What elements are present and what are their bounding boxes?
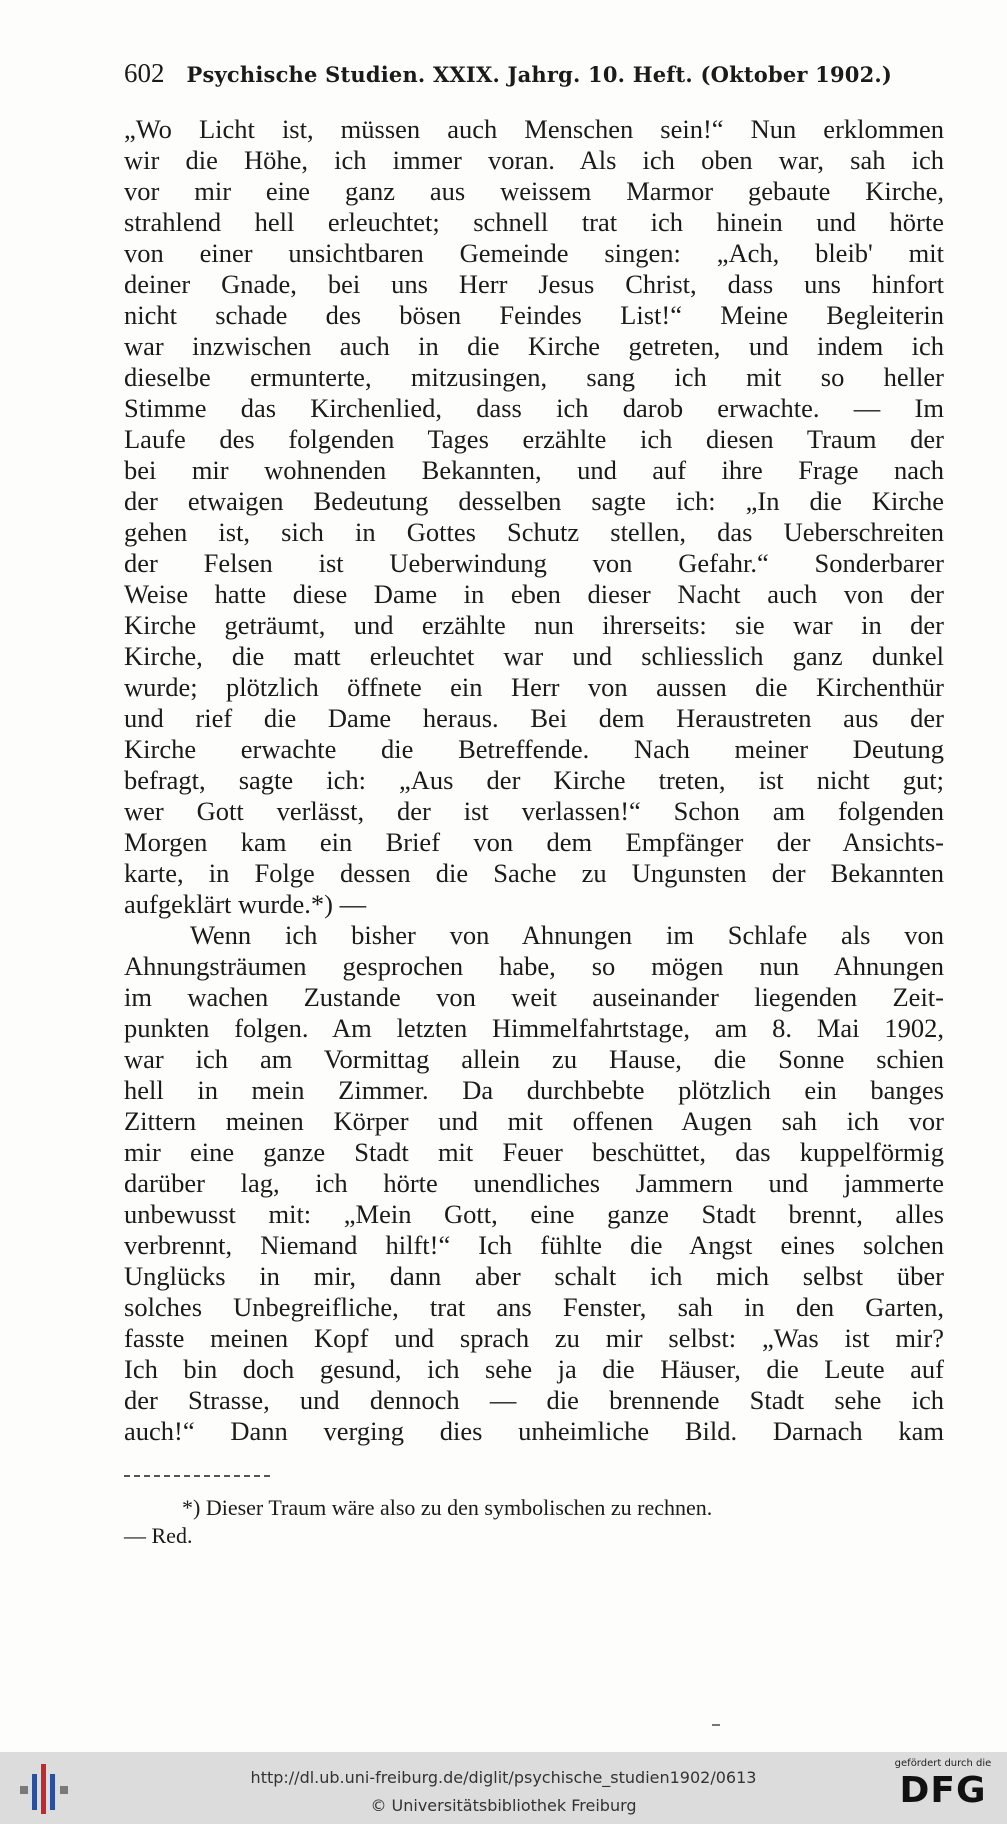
text-line: Ich bin doch gesund, ich sehe ja die Häuser, die Leute auf xyxy=(124,1354,944,1384)
text-line: nicht schade des bösen Feindes List!“ Meine Begleiterin xyxy=(124,300,944,330)
text-line: der etwaigen Bedeutung desselben sagte ich: „In die Kirche xyxy=(124,486,944,516)
text-line: solches Unbegreifliche, trat ans Fenster, sah in den Garten, xyxy=(124,1292,944,1322)
text-line: von einer unsichtbaren Gemeinde singen: „Ach, bleib' mit xyxy=(124,238,944,268)
text-line: vor mir eine ganz aus weissem Marmor gebaute Kirche, xyxy=(124,176,944,206)
text-line: wer Gott verlässt, der ist verlassen!“ Schon am folgenden xyxy=(124,796,944,826)
funding-caption: gefördert durch die xyxy=(894,1758,992,1769)
text-line: wurde; plötzlich öffnete ein Herr von aussen die Kirchenthür xyxy=(124,672,944,702)
footnote-line: — Red. xyxy=(124,1523,193,1548)
text-line: verbrennt, Niemand hilft!“ Ich fühlte die Angst eines solchen xyxy=(124,1230,944,1260)
text-line: darüber lag, ich hörte unendliches Jammern und jammerte xyxy=(124,1168,944,1198)
text-line: der Strasse, und dennoch — die brennende Stadt sehe ich xyxy=(124,1385,944,1415)
text-line: wir die Höhe, ich immer voran. Als ich oben war, sah ich xyxy=(124,145,944,175)
text-line: fasste meinen Kopf und sprach zu mir selbst: „Was ist mir? xyxy=(124,1323,944,1353)
text-line: karte, in Folge dessen die Sache zu Ungunsten der Bekannten xyxy=(124,858,944,888)
text-line: deiner Gnade, bei uns Herr Jesus Christ, dass uns hinfort xyxy=(124,269,944,299)
text-line: Unglücks in mir, dann aber schalt ich mich selbst über xyxy=(124,1261,944,1291)
text-line: „Wo Licht ist, müssen auch Menschen sein!“ Nun erklommen xyxy=(124,114,944,144)
text-line: Kirche, die matt erleuchtet war und schliesslich ganz dunkel xyxy=(124,641,944,671)
text-line: Morgen kam ein Brief von dem Empfänger der Ansichts- xyxy=(124,827,944,857)
permalink[interactable]: http://dl.ub.uni-freiburg.de/diglit/psychische_studien1902/0613 xyxy=(250,1768,757,1787)
viewer-footer xyxy=(0,1752,1007,1824)
copyright-notice: © Universitätsbibliothek Freiburg xyxy=(370,1796,637,1815)
running-header xyxy=(124,58,934,94)
text-line: war inzwischen auch in die Kirche getreten, und indem ich xyxy=(124,331,944,361)
text-line: strahlend hell erleuchtet; schnell trat ich hinein und hörte xyxy=(124,207,944,237)
footnote-line: *) Dieser Traum wäre also zu den symbolischen zu rechnen. xyxy=(182,1495,713,1520)
text-line: gehen ist, sich in Gottes Schutz stellen, das Ueberschreiten xyxy=(124,517,944,547)
text-line: mir eine ganze Stadt mit Feuer beschüttet, das kuppelförmig xyxy=(124,1137,944,1167)
text-line: war ich am Vormittag allein zu Hause, die Sonne schien xyxy=(124,1044,944,1074)
dfg-logo: DFG xyxy=(899,1770,987,1811)
text-line: im wachen Zustande von weit auseinander liegenden Zeit- xyxy=(124,982,944,1012)
text-line: Ahnungsträumen gesprochen habe, so mögen nun Ahnungen xyxy=(124,951,944,981)
text-line: Kirche geträumt, und erzählte nun ihrerseits: sie war in der xyxy=(124,610,944,640)
footnote xyxy=(124,1494,944,1550)
text-line: Weise hatte diese Dame in eben dieser Nacht auch von der xyxy=(124,579,944,609)
text-line: aufgeklärt wurde.*) — xyxy=(124,889,367,919)
text-line: dieselbe ermunterte, mitzusingen, sang ich mit so heller xyxy=(124,362,944,392)
text-line: und rief die Dame heraus. Bei dem Heraustreten aus der xyxy=(124,703,944,733)
footnote-divider xyxy=(124,1475,270,1477)
page-number: 602 xyxy=(124,58,165,88)
text-line: hell in mein Zimmer. Da durchbebte plötzlich ein banges xyxy=(124,1075,944,1105)
journal-title: Psychische Studien. XXIX. Jahrg. 10. Heft. (Oktober 1902.) xyxy=(186,62,893,87)
text-line: Zittern meinen Körper und mit offenen Augen sah ich vor xyxy=(124,1106,944,1136)
page-mark xyxy=(712,1724,720,1726)
text-line: Stimme das Kirchenlied, dass ich darob erwachte. — Im xyxy=(124,393,944,423)
funding-badge xyxy=(891,1758,995,1820)
paragraph-start-line: Wenn ich bisher von Ahnungen im Schlafe als von xyxy=(190,920,944,950)
text-line: punkten folgen. Am letzten Himmelfahrtstage, am 8. Mai 1902, xyxy=(124,1013,944,1043)
text-line: der Felsen ist Ueberwindung von Gefahr.“ Sonderbarer xyxy=(124,548,944,578)
text-line: Laufe des folgenden Tages erzählte ich diesen Traum der xyxy=(124,424,944,454)
text-line: auch!“ Dann verging dies unheimliche Bild. Darnach kam xyxy=(124,1416,944,1446)
text-line: Kirche erwachte die Betreffende. Nach meiner Deutung xyxy=(124,734,944,764)
text-line: befragt, sagte ich: „Aus der Kirche treten, ist nicht gut; xyxy=(124,765,944,795)
body-text xyxy=(124,114,944,1447)
text-line: unbewusst mit: „Mein Gott, eine ganze Stadt brennt, alles xyxy=(124,1199,944,1229)
text-line: bei mir wohnenden Bekannten, und auf ihre Frage nach xyxy=(124,455,944,485)
